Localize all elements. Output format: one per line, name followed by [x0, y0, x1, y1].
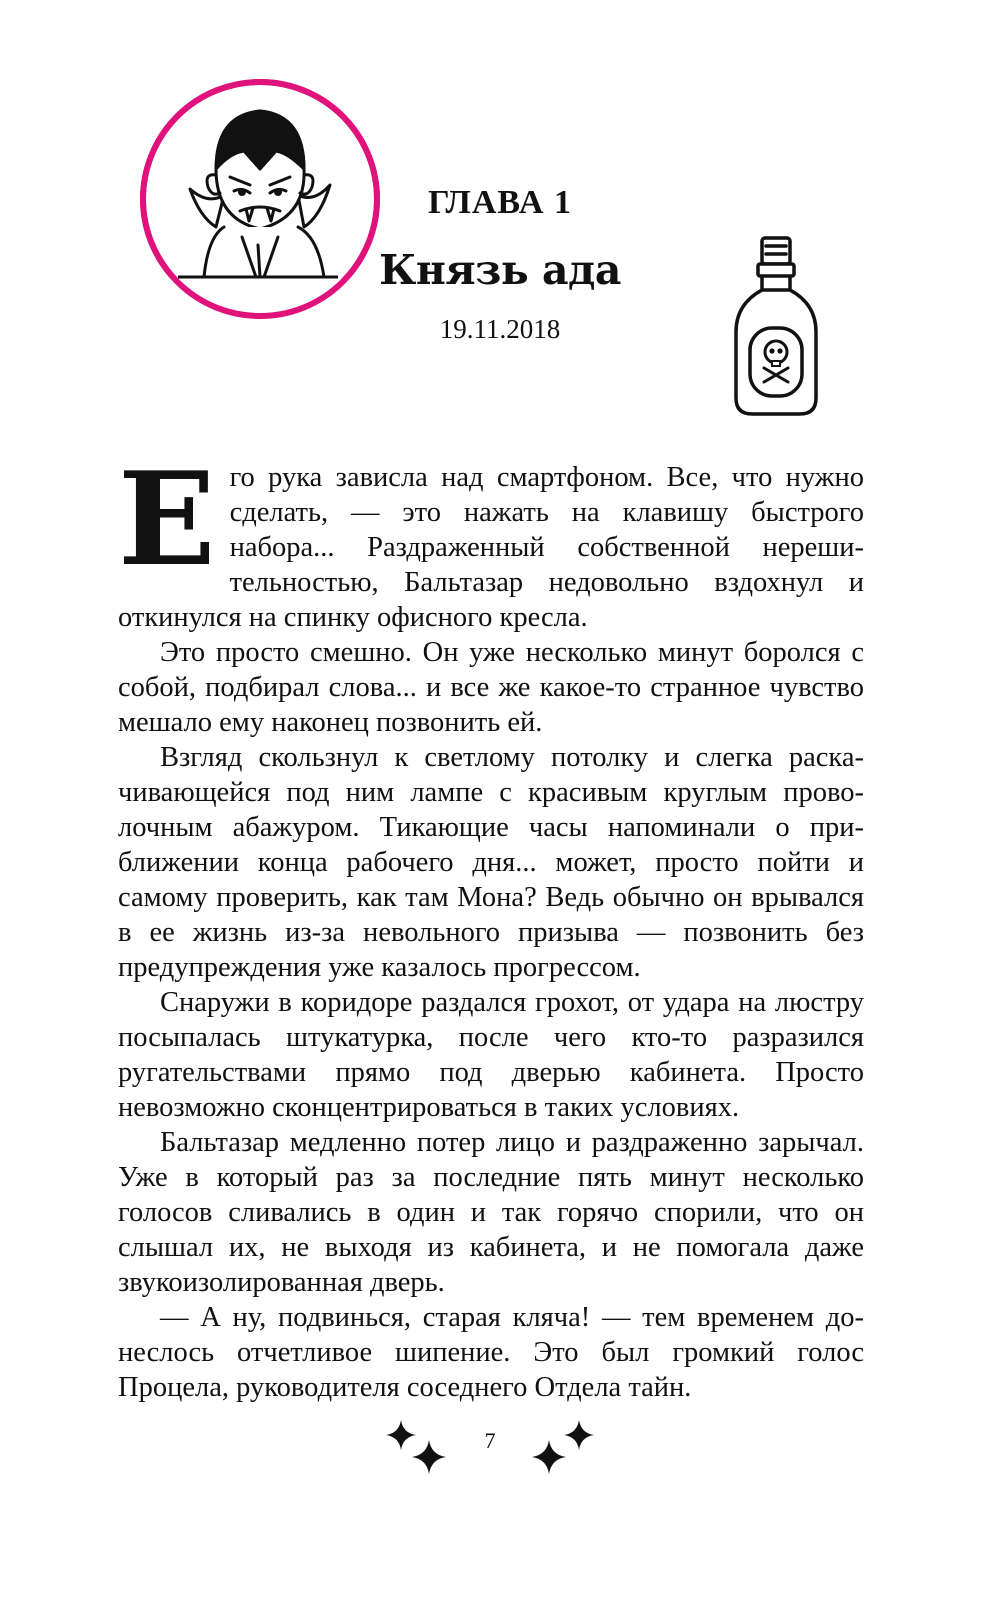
sparkle-star-icon [564, 1420, 594, 1450]
paragraph: Снаружи в коридоре раздался грохот, от удара на люстру посыпалась штукатурка, после чего кто-то разразился ругательствами прямо под дверью кабинета. Просто невозможно сконцентрироваться в таких условиях. [118, 987, 864, 1123]
chapter-date: 19.11.2018 [439, 314, 561, 344]
paragraph: Это просто смешно. Он уже несколько минут боролся с собой, подбирал слова... и все же какое-то странное чувство мешало ему наконец позвонить ей. [118, 637, 864, 738]
paragraph: Взгляд скользнул к светлому потолку и слегка раскачивающейся под ним лампе с красивым круглым проволочным абажуром. Тикающие часы напоминали о приближении конца рабочего дня... может, просто пойти и самому проверить, как там Мона? Ведь обычно он врывался в ее жизнь из-за невольного призыва — позвонить без предупреждения уже казалось прогрессом. [118, 742, 864, 983]
paragraph: — А ну, подвинься, старая кляча! — тем временем донеслось отчетливое шипение. Это был громкий голос Процела, руководителя соседнего Отдела тайн. [118, 1302, 864, 1403]
poison-bottle-icon [730, 232, 820, 422]
paragraph: Бальтазар медленно потер лицо и раздраженно зарычал. Уже в который раз за последние пять минут несколько голосов сливались в один и так горячо спорили, что он слышал их, не выходя из кабинета, и не помогала даже звукоизолированная дверь. [118, 1127, 864, 1298]
page-footer [380, 1420, 600, 1490]
page-number: 7 [484, 1428, 496, 1453]
drop-cap: Е [118, 445, 216, 595]
chapter-title: Князь ада [379, 246, 621, 294]
paragraph-text: го рука зависла над смартфоном. Все, что нужно сделать, — это нажать на клавишу быстрого набора... Раздраженный собственной нерешительностью, Бальтазар недовольно вздохнул и откинулся на спинку офисного кресла. [118, 462, 864, 633]
chapter-label: ГЛАВА 1 [428, 184, 572, 221]
paragraph [118, 445, 864, 635]
chapter-body [118, 445, 864, 1405]
sparkle-star-icon [532, 1440, 566, 1474]
